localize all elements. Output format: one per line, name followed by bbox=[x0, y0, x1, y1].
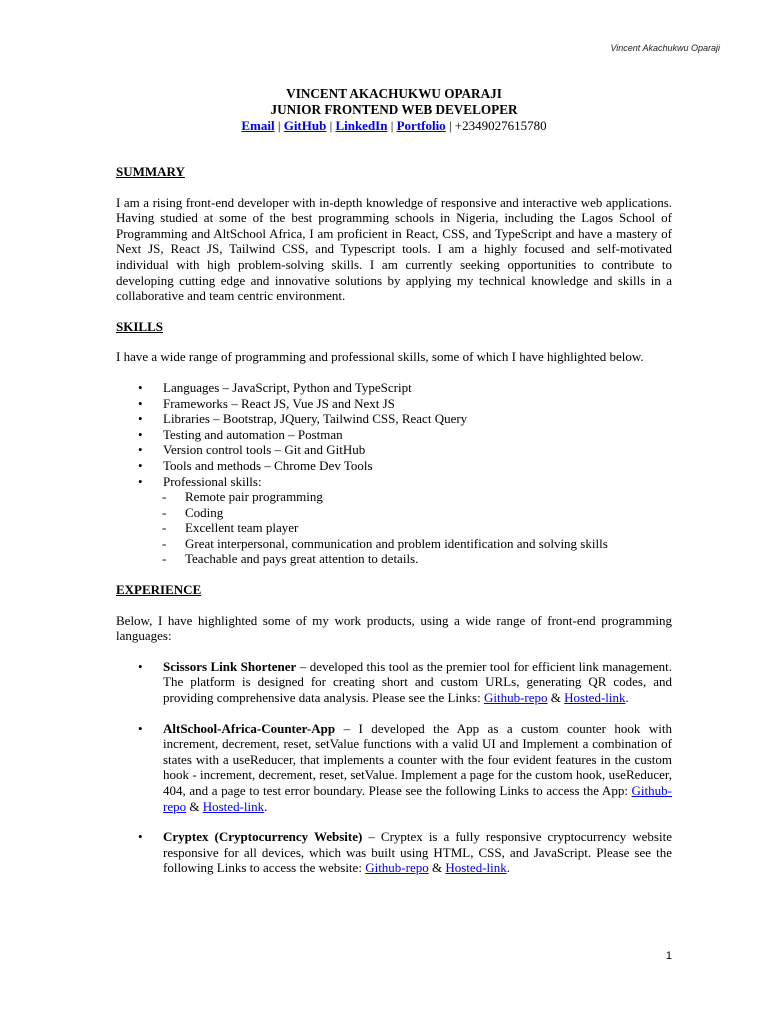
contact-separator: | bbox=[390, 118, 394, 133]
professional-skill-item: - Teachable and pays great attention to details. bbox=[116, 551, 672, 567]
skills-intro: I have a wide range of programming and professional skills, some of which I have highlighted below. bbox=[116, 349, 644, 365]
project-dash: – bbox=[296, 658, 310, 674]
skill-item: • Libraries – Bootstrap, JQuery, Tailwind CSS, React Query bbox=[116, 411, 672, 427]
link-ampersand: & bbox=[186, 798, 203, 814]
sentence-end: . bbox=[264, 798, 268, 814]
github-link[interactable]: GitHub bbox=[283, 118, 327, 133]
github-repo-link[interactable]: Github-repo bbox=[483, 690, 548, 706]
experience-list bbox=[116, 659, 672, 876]
portfolio-link[interactable]: Portfolio bbox=[396, 118, 446, 133]
skill-item: • Testing and automation – Postman bbox=[116, 427, 672, 443]
contact-separator: | bbox=[277, 118, 281, 133]
summary-text: I am a rising front-end developer with in-depth knowledge of responsive and interactive web applications. Having studied at some of the best programming schools in Nigeria, including the Lagos School of Programming and AltSchool Africa, I am proficient in React, CSS, and TypeScript and have a mastery of Next JS, React JS, Tailwind CSS, and Typescript tools. I am a highly focused and self-motivated individual with high problem-solving skills. I am currently seeking opportunities to contribute to developing cutting edge and innovative solutions by applying my technical knowledge and skills in a collaborative and team centric environment. bbox=[116, 194, 672, 304]
project-dash: – bbox=[335, 720, 359, 736]
email-link[interactable]: Email bbox=[241, 118, 275, 133]
contact-line bbox=[116, 118, 672, 134]
github-repo-link[interactable]: Github-repo bbox=[163, 783, 672, 814]
resume-body bbox=[116, 86, 672, 876]
github-repo-link[interactable]: Github-repo bbox=[365, 860, 429, 876]
professional-skill-item: - Coding bbox=[116, 505, 672, 521]
skill-item: • Frameworks – React JS, Vue JS and Next JS bbox=[116, 396, 672, 412]
page-number: 1 bbox=[665, 950, 672, 962]
skill-item: • Professional skills: bbox=[116, 474, 672, 490]
link-ampersand: & bbox=[428, 860, 446, 876]
project-dash: – bbox=[362, 829, 381, 845]
skill-item: • Tools and methods – Chrome Dev Tools bbox=[116, 458, 672, 474]
running-header: Vincent Akachukwu Oparaji bbox=[610, 43, 720, 53]
hosted-link[interactable]: Hosted-link bbox=[564, 690, 626, 706]
experience-item bbox=[116, 829, 672, 876]
experience-intro: Below, I have highlighted some of my work products, using a wide range of front-end programming languages: bbox=[116, 612, 672, 644]
experience-heading: EXPERIENCE bbox=[116, 582, 202, 598]
linkedin-link[interactable]: LinkedIn bbox=[335, 118, 388, 133]
sentence-end: . bbox=[506, 860, 510, 876]
skills-list bbox=[116, 380, 672, 489]
contact-separator: | bbox=[329, 118, 333, 133]
title-block bbox=[116, 86, 672, 118]
hosted-link[interactable]: Hosted-link bbox=[202, 798, 265, 814]
professional-skill-item: - Excellent team player bbox=[116, 520, 672, 536]
project-title: AltSchool-Africa-Counter-App bbox=[163, 720, 336, 736]
professional-skills-list bbox=[116, 489, 672, 567]
professional-skill-item: - Remote pair programming bbox=[116, 489, 672, 505]
skills-heading: SKILLS bbox=[116, 318, 163, 334]
phone-number: +2349027615780 bbox=[454, 118, 547, 133]
skill-item: • Languages – JavaScript, Python and TypeScript bbox=[116, 380, 672, 396]
skill-item: • Version control tools – Git and GitHub bbox=[116, 442, 672, 458]
hosted-link[interactable]: Hosted-link bbox=[445, 860, 507, 876]
project-description: Cryptex is a fully responsive cryptocurrency website responsive for all devices, which was built using HTML, CSS, and JavaScript. Please see the following Links to access the website: bbox=[163, 829, 672, 876]
project-description: developed this tool as the premier tool for efficient link management. The platform is designed for creating short and custom URLs, generating QR codes, and providing comprehensive data analysis. Please see the Links: bbox=[163, 658, 673, 706]
candidate-role: JUNIOR FRONTEND WEB DEVELOPER bbox=[270, 102, 518, 117]
sentence-end: . bbox=[625, 690, 629, 706]
experience-item bbox=[116, 721, 672, 815]
project-title: Cryptex (Cryptocurrency Website) bbox=[163, 829, 363, 845]
project-description: I developed the App as a custom counter hook with increment, decrement, reset, setValue functions with a valid UI and Implement a combination of states with a useReducer, that implements a counter with the four evident features in the custom hook - increment, decrement, reset, setValue. Implement a page for the custom hook, useReducer, 404, and a page to test error boundary. Please see the following Links to access the App: bbox=[163, 720, 672, 798]
experience-item bbox=[116, 659, 672, 706]
professional-skill-item: - Great interpersonal, communication and problem identification and solving skills bbox=[116, 536, 672, 552]
candidate-name: VINCENT AKACHUKWU OPARAJI bbox=[286, 86, 502, 101]
summary-heading: SUMMARY bbox=[116, 164, 185, 179]
contact-separator: | bbox=[448, 118, 452, 133]
project-title: Scissors Link Shortener bbox=[163, 658, 297, 674]
link-ampersand: & bbox=[547, 690, 565, 706]
